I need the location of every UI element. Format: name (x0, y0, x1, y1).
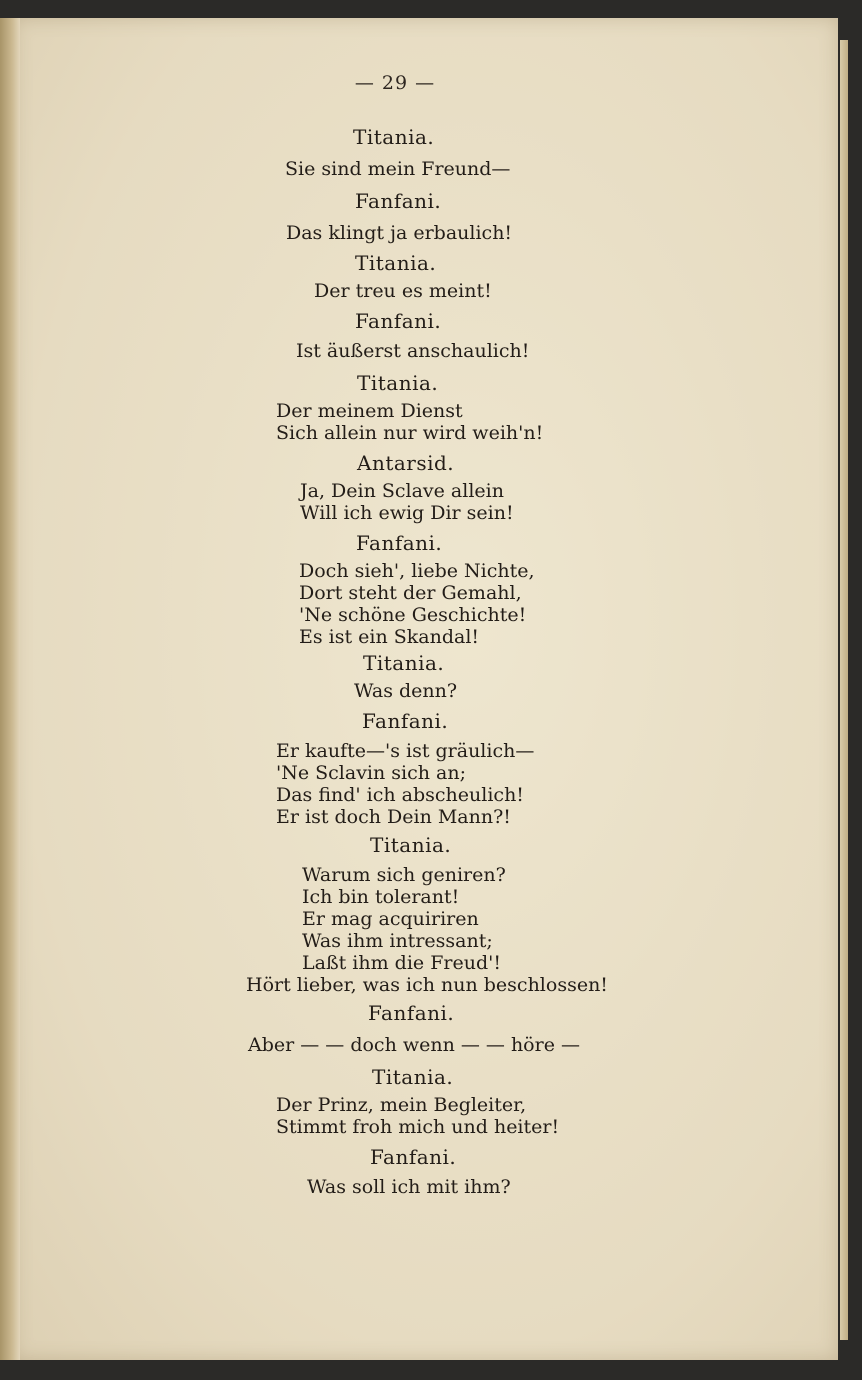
speaker-name: Titania. (370, 833, 452, 857)
verse-line: Der Prinz, mein Begleiter, (276, 1094, 527, 1116)
verse-line: Stimmt froh mich und heiter! (276, 1116, 560, 1138)
verse-line: 'Ne Sclavin sich an; (276, 762, 466, 784)
verse-line: Ist äußerst anschaulich! (296, 340, 530, 362)
verse-line: Aber — — doch wenn — — höre — (248, 1034, 580, 1056)
verse-line: Doch sieh', liebe Nichte, (299, 560, 535, 582)
verse-line: Warum sich geniren? (302, 864, 506, 886)
page-number: — 29 — (354, 72, 436, 94)
verse-line: 'Ne schöne Geschichte! (299, 604, 527, 626)
speaker-name: Fanfani. (355, 309, 442, 333)
page-edge (840, 40, 848, 1340)
verse-line: Laßt ihm die Freud'! (302, 952, 501, 974)
speaker-name: Fanfani. (355, 189, 442, 213)
verse-line: Ja, Dein Sclave allein (300, 480, 504, 502)
binding-gutter (0, 18, 20, 1360)
speaker-name: Antarsid. (357, 451, 455, 475)
verse-line: Was ihm intressant; (302, 930, 493, 952)
verse-line: Dort steht der Gemahl, (299, 582, 522, 604)
speaker-name: Titania. (353, 125, 435, 149)
verse-line: Der treu es meint! (314, 280, 492, 302)
verse-line: Er mag acquiriren (302, 908, 479, 930)
speaker-name: Titania. (355, 251, 437, 275)
verse-line: Das find' ich abscheulich! (276, 784, 524, 806)
speaker-name: Fanfani. (368, 1001, 455, 1025)
verse-line: Das klingt ja erbaulich! (286, 222, 513, 244)
verse-line: Hört lieber, was ich nun beschlossen! (246, 974, 608, 996)
verse-line: Es ist ein Skandal! (299, 626, 480, 648)
verse-line: Er kaufte—'s ist gräulich— (276, 740, 535, 762)
verse-line: Ich bin tolerant! (302, 886, 460, 908)
speaker-name: Fanfani. (356, 531, 443, 555)
verse-line: Will ich ewig Dir sein! (300, 502, 514, 524)
verse-line: Sie sind mein Freund— (285, 158, 511, 180)
verse-line: Sich allein nur wird weih'n! (276, 422, 544, 444)
verse-line: Was denn? (354, 680, 458, 702)
speaker-name: Titania. (357, 371, 439, 395)
verse-line: Was soll ich mit ihm? (307, 1176, 511, 1198)
verse-line: Er ist doch Dein Mann?! (276, 806, 511, 828)
speaker-name: Titania. (372, 1065, 454, 1089)
speaker-name: Titania. (363, 651, 445, 675)
verse-line: Der meinem Dienst (276, 400, 463, 422)
speaker-name: Fanfani. (362, 709, 449, 733)
speaker-name: Fanfani. (370, 1145, 457, 1169)
